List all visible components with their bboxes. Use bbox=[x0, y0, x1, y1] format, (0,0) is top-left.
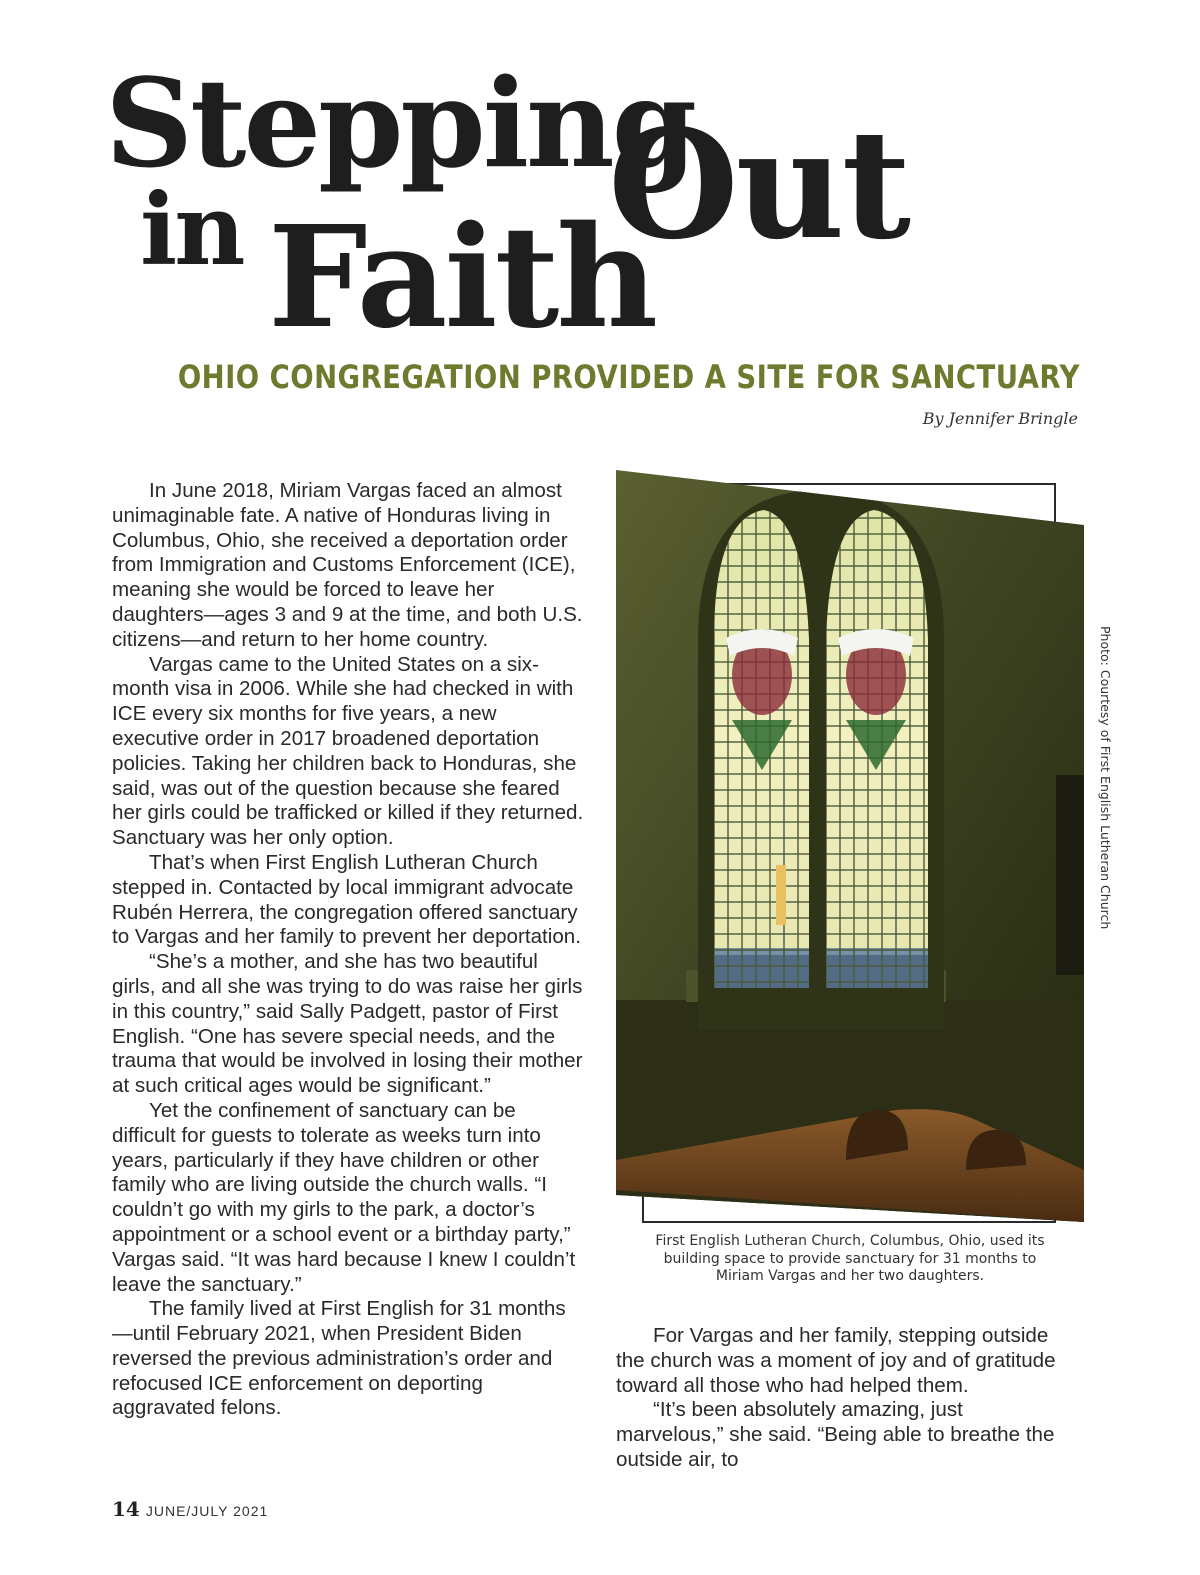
article-left-column bbox=[112, 479, 584, 1421]
headline-word-stepping: Stepping bbox=[105, 51, 695, 195]
paragraph: In June 2018, Miriam Vargas faced an almost unimaginable fate. A native of Honduras living in Columbus, Ohio, she received a deportation order from Immigration and Customs Enforcement (ICE), meaning she would be forced to leave her daughters—ages 3 and 9 at the time, and both U.S. citizens—and return to her home country. bbox=[112, 479, 583, 651]
paragraph: That’s when First English Lutheran Church stepped in. Contacted by local immigrant advocate Rubén Herrera, the congregation offered sanctuary to Vargas and her family to prevent her deportation. bbox=[112, 850, 581, 949]
paragraph: Yet the confinement of sanctuary can be difficult for guests to tolerate as weeks turn into years, particularly if they have children or other family who are living outside the church walls. “I couldn’t go with my girls to the park, a doctor’s appointment or a school event or a birthday party,” Vargas said. “It was hard because I knew I couldn’t leave the sanctuary.” bbox=[112, 1098, 576, 1296]
paragraph: For Vargas and her family, stepping outside the church was a moment of joy and of gratitude toward all those who had helped them. bbox=[616, 1324, 1056, 1397]
paragraph: Vargas came to the United States on a six-month visa in 2006. While she had checked in with ICE every six months for five years, a new executive order in 2017 broadened deportation policies. Taking her children back to Honduras, she said, was out of the question because she feared her girls could be trafficked or killed if they returned. Sanctuary was her only option. bbox=[112, 652, 584, 850]
paragraph: “It’s been absolutely amazing, just marvelous,” she said. “Being able to breathe the outside air, to bbox=[616, 1398, 1055, 1471]
page-footer bbox=[112, 1497, 268, 1521]
photo-caption: First English Lutheran Church, Columbus, Ohio, used its building space to provide sanctuary for 31 months to Miriam Vargas and her two daughters. bbox=[655, 1233, 1045, 1284]
paragraph: The family lived at First English for 31 months—until February 2021, when President Biden reversed the previous administration’s order and refocused ICE enforcement on deporting aggravated felons. bbox=[112, 1297, 566, 1420]
headline-word-out: Out bbox=[608, 97, 909, 273]
paragraph: “She’s a mother, and she has two beautiful girls, and all she was trying to do was raise her girls in this country,” said Sally Padgett, pastor of First English. “One has severe special needs, and the trauma that would be involved in losing their mother at such critical ages would be significant.” bbox=[112, 950, 583, 1098]
photo-credit: Photo: Courtesy of First English Lutheran Church bbox=[1098, 626, 1113, 930]
headline-word-in: in bbox=[140, 173, 243, 288]
issue-date: JUNE/JULY 2021 bbox=[145, 1503, 269, 1519]
church-window-photo bbox=[616, 470, 1084, 1222]
article-right-column bbox=[616, 1324, 1076, 1473]
headline-word-faith: Faith bbox=[268, 196, 656, 360]
page-number: 14 bbox=[112, 1497, 140, 1521]
subtitle: OHIO CONGREGATION PROVIDED A SITE FOR SANCTUARY bbox=[177, 358, 1080, 396]
byline: By Jennifer Bringle bbox=[922, 409, 1078, 428]
